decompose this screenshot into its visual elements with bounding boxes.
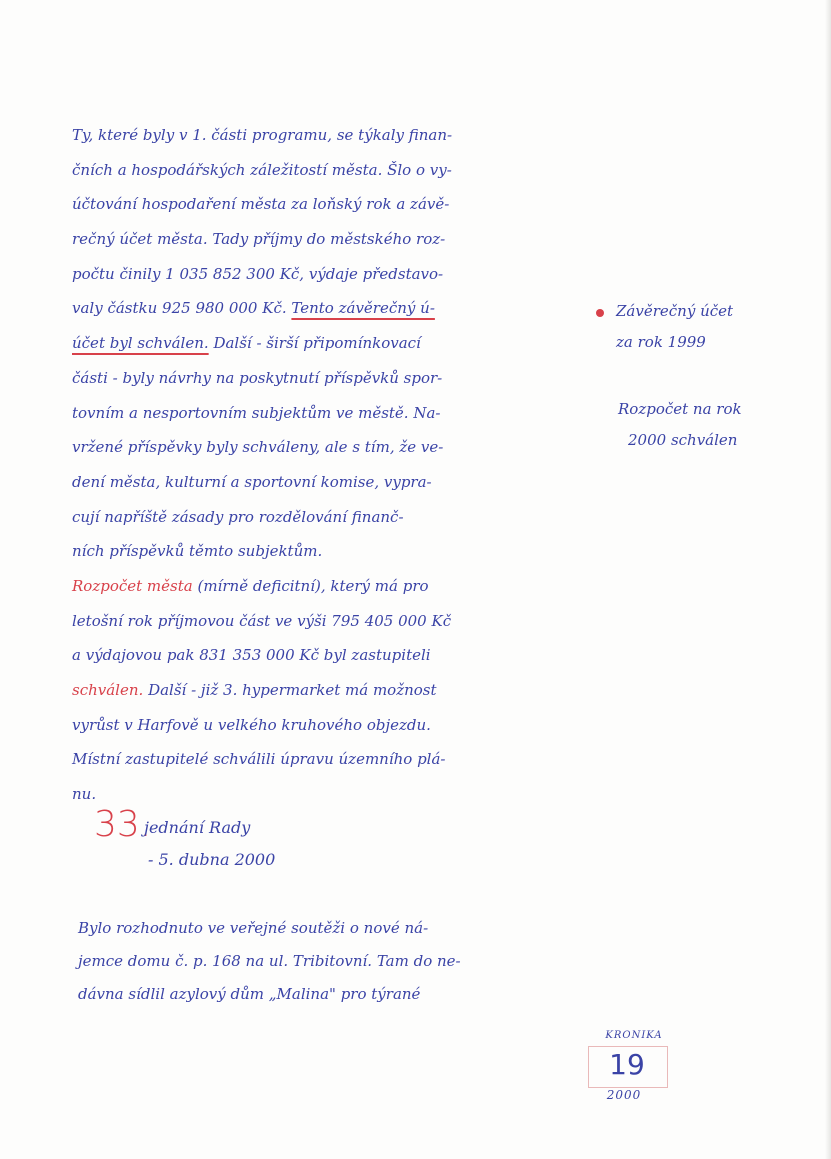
page-number: 19: [609, 1048, 645, 1081]
text-line: rečný účet města. Tady příjmy do městského roz-: [72, 230, 446, 249]
text-line: dení města, kulturní a sportovní komise, vypra-: [72, 472, 432, 491]
text-segment: Další - již 3. hypermarket má možnost: [148, 681, 437, 699]
lower-text-block: [78, 912, 578, 1011]
approved-text: schválen.: [72, 681, 144, 699]
text-line: [72, 326, 572, 361]
text-line: vržené příspěvky byly schváleny, ale s tím, že ve-: [72, 438, 444, 457]
underlined-text: účet byl schválen.: [72, 334, 209, 353]
meeting-date: - 5. dubna 2000: [148, 850, 276, 869]
meeting-number: 33.: [94, 804, 152, 845]
underlined-text: Tento závěrečný ú-: [291, 299, 435, 318]
text-line: Bylo rozhodnuto ve veřejné soutěži o nové ná-: [78, 919, 429, 937]
main-text-block: [72, 118, 572, 812]
bullet-icon: [596, 309, 604, 317]
text-line: dávna sídlil azylový dům „Malina" pro týrané: [78, 985, 421, 1003]
budget-heading: Rozpočet města: [72, 576, 193, 595]
text-line: a výdajovou pak 831 353 000 Kč byl zastupiteli: [72, 646, 431, 665]
text-line: počtu činily 1 035 852 300 Kč, výdaje představo-: [72, 264, 444, 283]
text-line: jemce domu č. p. 168 na ul. Tribitovní. Tam do ne-: [78, 952, 461, 970]
stamp-title: KRONIKA: [605, 1030, 663, 1041]
side-note-line: Závěrečný účet: [616, 302, 734, 320]
side-note-line: 2000 schválen: [628, 431, 738, 449]
text-line: [72, 291, 572, 326]
text-line: nu.: [72, 785, 97, 804]
text-line: Místní zastupitelé schválili úpravu územního plá-: [72, 750, 446, 769]
text-segment: valy částku 925 980 000 Kč.: [72, 299, 287, 318]
text-segment: (mírně deficitní), který má pro: [197, 576, 429, 595]
text-line: části - byly návrhy na poskytnutí příspěvků spor-: [72, 368, 443, 387]
text-line: cují napříště zásady pro rozdělování finanč-: [72, 507, 404, 526]
text-segment: Další - širší připomínkovací: [213, 334, 421, 353]
side-note-budget: [618, 394, 742, 456]
text-line: ních příspěvků těmto subjektům.: [72, 542, 323, 561]
side-note-line: za rok 1999: [616, 333, 706, 351]
text-line: letošní rok příjmovou část ve výši 795 405 000 Kč: [72, 611, 452, 630]
text-line: [72, 569, 572, 604]
meeting-label: jednání Rady: [144, 818, 251, 837]
text-line: [72, 673, 572, 708]
text-line: tovním a nesportovním subjektům ve městě. Na-: [72, 403, 441, 422]
text-line: Ty, které byly v 1. části programu, se týkaly finan-: [72, 126, 453, 144]
side-note-line: Rozpočet na rok: [618, 400, 742, 418]
stamp-year: 2000: [606, 1088, 642, 1102]
text-line: vyrůst v Harfově u velkého kruhového objezdu.: [72, 715, 431, 734]
text-line: účtování hospodaření města za loňský rok a závě-: [72, 195, 450, 214]
paper-edge: [825, 0, 831, 1159]
text-line: čních a hospodářských záležitostí města. Šlo o vy-: [72, 160, 452, 179]
side-note-account: [616, 296, 733, 358]
